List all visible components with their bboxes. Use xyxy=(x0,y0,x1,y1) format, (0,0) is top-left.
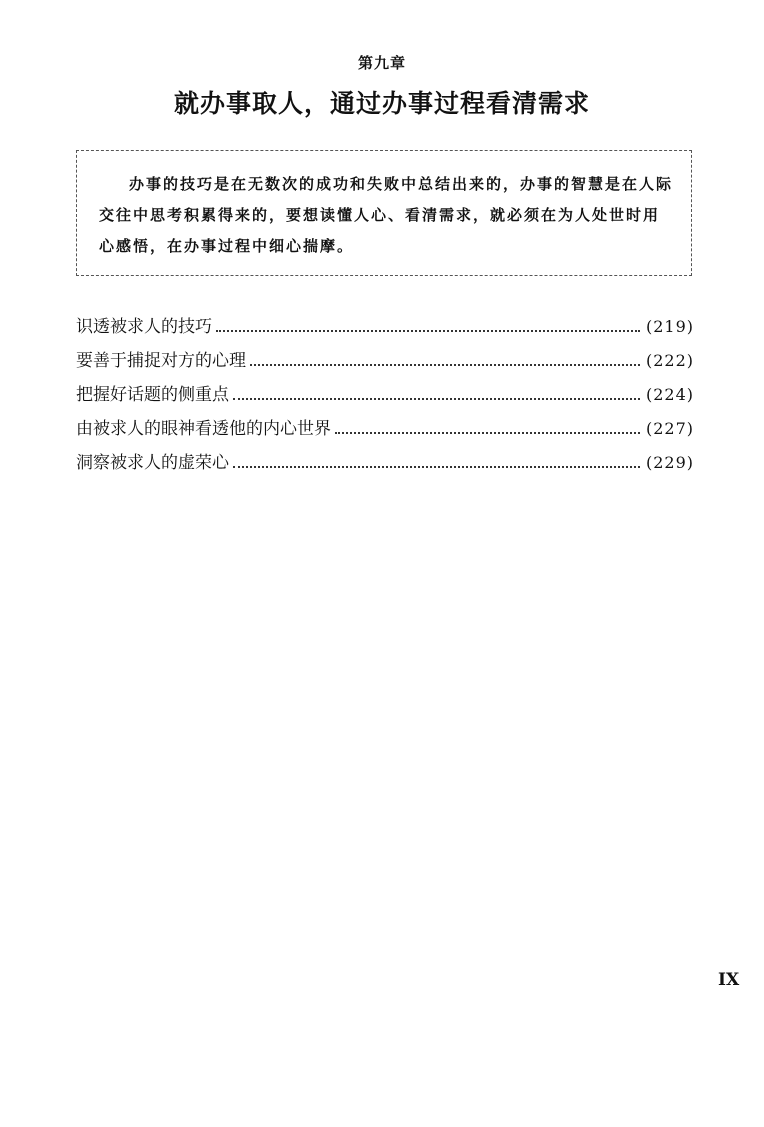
toc-item-page: (229) xyxy=(645,453,694,472)
toc-item-title: 识透被求人的技巧 xyxy=(76,317,212,337)
toc-item[interactable] xyxy=(76,380,694,414)
toc-leader-dots xyxy=(250,363,640,366)
toc-item-title: 把握好话题的侧重点 xyxy=(76,385,229,405)
toc-leader-dots xyxy=(233,397,640,400)
toc-item[interactable] xyxy=(76,312,694,346)
toc-item[interactable] xyxy=(76,448,694,482)
page-number: IX xyxy=(718,970,740,990)
toc-item-title: 要善于捕捉对方的心理 xyxy=(76,351,246,371)
toc-item-page: (219) xyxy=(645,317,694,336)
toc-item-title: 洞察被求人的虚荣心 xyxy=(76,453,229,473)
toc-leader-dots xyxy=(216,329,640,332)
toc-item[interactable] xyxy=(76,346,694,380)
chapter-label: 第九章 xyxy=(357,54,406,72)
toc-item[interactable] xyxy=(76,414,694,448)
intro-text: 办事的技巧是在无数次的成功和失败中总结出来的，办事的智慧是在人际交往中思考积累得来的，要想读懂人心、看清需求，就必须在为人处世时用心感悟，在办事过程中细心揣摩。 xyxy=(99,175,674,255)
chapter-title: 就办事取人，通过办事过程看清需求 xyxy=(173,89,590,118)
toc-item-title: 由被求人的眼神看透他的内心世界 xyxy=(76,419,331,439)
toc-item-page: (224) xyxy=(645,385,694,404)
toc-list xyxy=(76,312,694,482)
toc-leader-dots xyxy=(233,465,640,468)
intro-box xyxy=(76,150,692,276)
toc-item-page: (227) xyxy=(645,419,694,438)
toc-item-page: (222) xyxy=(645,351,694,370)
toc-leader-dots xyxy=(335,431,640,434)
